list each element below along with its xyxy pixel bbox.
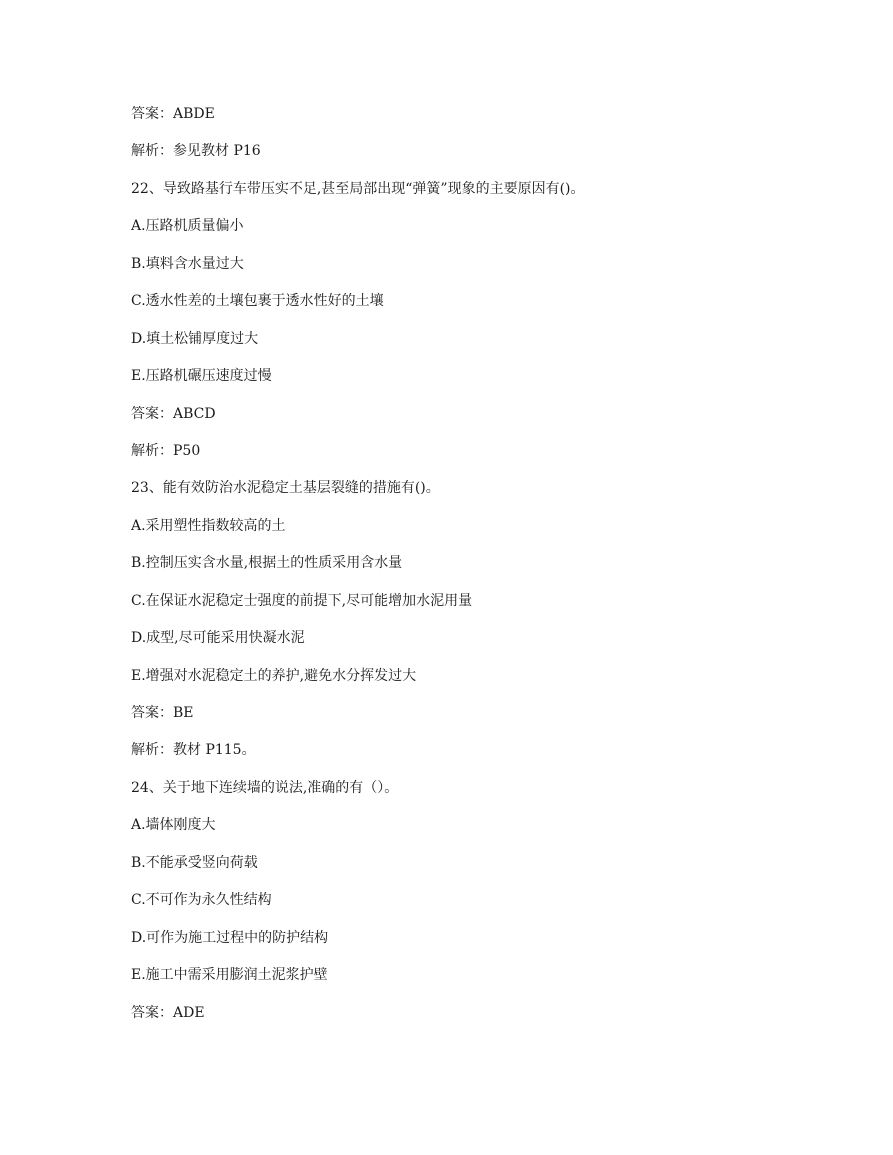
answer-line: 答案：ABCD bbox=[131, 405, 216, 422]
explanation-line: 解析：参见教材 P16 bbox=[131, 143, 261, 160]
option-d: D.成型,尽可能采用快凝水泥 bbox=[131, 630, 305, 647]
option-a: A.压路机质量偏小 bbox=[131, 218, 244, 235]
answer-line: 答案：BE bbox=[131, 705, 194, 721]
option-d: D.填土松铺厚度过大 bbox=[131, 330, 259, 347]
explanation-line: 解析：教材 P115。 bbox=[131, 742, 256, 759]
explanation-line: 解析：P50 bbox=[131, 442, 201, 459]
option-e: E.增强对水泥稳定土的养护,避免水分挥发过大 bbox=[131, 667, 417, 684]
option-a: A.采用塑性指数较高的土 bbox=[131, 517, 286, 534]
option-e: E.压路机碾压速度过慢 bbox=[131, 368, 272, 385]
question-22: 22、导致路基行车带压实不足,甚至局部出现“弹簧”现象的主要原因有()。 bbox=[131, 180, 585, 197]
option-d: D.可作为施工过程中的防护结构 bbox=[131, 929, 329, 946]
option-a: A.墙体刚度大 bbox=[131, 817, 216, 834]
option-b: B.填料含水量过大 bbox=[131, 255, 244, 272]
option-c: C.在保证水泥稳定士强度的前提下,尽可能增加水泥用量 bbox=[131, 592, 473, 609]
option-b: B.控制压实含水量,根据土的性质采用含水量 bbox=[131, 555, 403, 572]
document-text bbox=[131, 104, 851, 1040]
option-e: E.施工中需采用膨润土泥浆护壁 bbox=[131, 967, 328, 984]
question-23: 23、能有效防治水泥稳定土基层裂缝的措施有()。 bbox=[131, 480, 440, 497]
option-b: B.不能承受竖向荷载 bbox=[131, 854, 258, 871]
option-c: C.透水性差的土壤包裹于透水性好的土壤 bbox=[131, 293, 384, 310]
question-24: 24、关于地下连续墙的说法,准确的有（）。 bbox=[131, 779, 399, 796]
answer-line: 答案：ABDE bbox=[131, 106, 215, 122]
answer-line: 答案：ADE bbox=[131, 1004, 205, 1021]
option-c: C.不可作为永久性结构 bbox=[131, 892, 272, 909]
